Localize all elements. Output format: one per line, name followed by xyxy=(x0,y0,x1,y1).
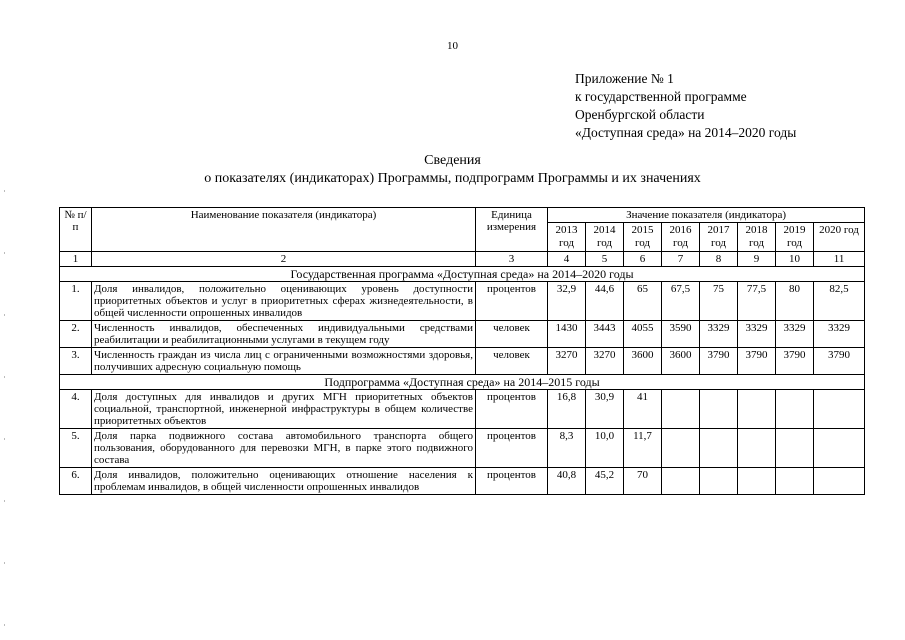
indicators-table xyxy=(59,207,865,495)
indicator-value xyxy=(700,468,738,495)
indicator-value xyxy=(700,390,738,429)
indicator-value: 3270 xyxy=(548,348,586,375)
column-number: 6 xyxy=(624,252,662,267)
table-row xyxy=(60,468,865,495)
indicator-value xyxy=(662,390,700,429)
table-row xyxy=(60,390,865,429)
column-number: 11 xyxy=(814,252,865,267)
indicator-value xyxy=(700,429,738,468)
indicator-value: 3329 xyxy=(738,321,776,348)
header-values: Значение показателя (индикатора) xyxy=(548,208,865,223)
indicator-value: 70 xyxy=(624,468,662,495)
indicator-value: 3443 xyxy=(586,321,624,348)
column-number: 4 xyxy=(548,252,586,267)
indicator-value: 3329 xyxy=(700,321,738,348)
indicator-value: 65 xyxy=(624,282,662,321)
header-unit: Единица измерения xyxy=(476,208,548,252)
indicator-value xyxy=(776,390,814,429)
indicator-value: 4055 xyxy=(624,321,662,348)
row-number: 4. xyxy=(60,390,92,429)
indicator-name: Доля инвалидов, положительно оценивающих отношение населения к проблемам инвалидов, в общей численности опрошенных инвалидов xyxy=(92,468,476,495)
indicator-value: 67,5 xyxy=(662,282,700,321)
indicator-value xyxy=(814,468,865,495)
header-year: 2019 год xyxy=(776,223,814,252)
header-year: 2014 год xyxy=(586,223,624,252)
unit: процентов xyxy=(476,429,548,468)
indicator-value: 3790 xyxy=(700,348,738,375)
indicator-value: 80 xyxy=(776,282,814,321)
indicator-value xyxy=(776,468,814,495)
header-year: 2016 год xyxy=(662,223,700,252)
indicator-value: 82,5 xyxy=(814,282,865,321)
indicator-name: Численность граждан из числа лиц с ограниченными возможностями здоровья, получивших адресную социальную помощь xyxy=(92,348,476,375)
header-year: 2015 год xyxy=(624,223,662,252)
appendix-line-1: Приложение № 1 xyxy=(575,71,674,86)
indicator-value: 45,2 xyxy=(586,468,624,495)
section-row xyxy=(60,267,865,282)
indicator-value: 32,9 xyxy=(548,282,586,321)
indicator-value xyxy=(662,429,700,468)
header-year: 2017 год xyxy=(700,223,738,252)
indicator-value: 3590 xyxy=(662,321,700,348)
appendix-line-4: «Доступная среда» на 2014–2020 годы xyxy=(575,125,797,140)
indicator-value: 44,6 xyxy=(586,282,624,321)
row-number: 6. xyxy=(60,468,92,495)
indicator-name: Доля инвалидов, положительно оценивающих уровень доступности приоритетных объектов и услуг в приоритетных сферах жизнедеятельности, в общей численности опрошенных инвалидов xyxy=(92,282,476,321)
table-row xyxy=(60,348,865,375)
appendix-line-3: Оренбургской области xyxy=(575,107,705,122)
section-title: Государственная программа «Доступная среда» на 2014–2020 годы xyxy=(60,267,865,282)
indicator-value: 1430 xyxy=(548,321,586,348)
unit: человек xyxy=(476,348,548,375)
heading-title: Сведения xyxy=(424,153,481,168)
table-row xyxy=(60,429,865,468)
row-number: 3. xyxy=(60,348,92,375)
column-number: 7 xyxy=(662,252,700,267)
indicator-value xyxy=(814,429,865,468)
indicator-value xyxy=(738,468,776,495)
indicator-value xyxy=(776,429,814,468)
page-number: 10 xyxy=(447,40,458,52)
indicator-value: 3790 xyxy=(776,348,814,375)
indicator-value: 11,7 xyxy=(624,429,662,468)
document-heading xyxy=(0,152,905,188)
indicator-value: 16,8 xyxy=(548,390,586,429)
indicator-value: 3600 xyxy=(624,348,662,375)
section-title: Подпрограмма «Доступная среда» на 2014–2015 годы xyxy=(60,375,865,390)
appendix-line-2: к государственной программе xyxy=(575,89,747,104)
indicator-value xyxy=(814,390,865,429)
header-row xyxy=(60,208,865,223)
unit: человек xyxy=(476,321,548,348)
header-name: Наименование показателя (индикатора) xyxy=(92,208,476,252)
row-number: 5. xyxy=(60,429,92,468)
indicator-value: 30,9 xyxy=(586,390,624,429)
table-row xyxy=(60,282,865,321)
indicator-value: 3790 xyxy=(738,348,776,375)
appendix-note xyxy=(575,70,796,142)
row-number: 2. xyxy=(60,321,92,348)
unit: процентов xyxy=(476,468,548,495)
indicator-name: Доля парка подвижного состава автомобильного транспорта общего пользования, оборудованного для перевозки МГН, в парке этого подвижного состава xyxy=(92,429,476,468)
indicator-value: 41 xyxy=(624,390,662,429)
section-row xyxy=(60,375,865,390)
indicator-value: 3329 xyxy=(776,321,814,348)
indicator-value: 77,5 xyxy=(738,282,776,321)
header-num: № п/п xyxy=(60,208,92,252)
header-year: 2013 год xyxy=(548,223,586,252)
indicator-value: 3600 xyxy=(662,348,700,375)
indicator-value xyxy=(738,390,776,429)
heading-subtitle: о показателях (индикаторах) Программы, подпрограмм Программы и их значениях xyxy=(204,171,701,186)
column-number: 5 xyxy=(586,252,624,267)
unit: процентов xyxy=(476,282,548,321)
indicator-value: 40,8 xyxy=(548,468,586,495)
column-number: 8 xyxy=(700,252,738,267)
indicator-value xyxy=(738,429,776,468)
header-year: 2020 год xyxy=(814,223,865,252)
column-number: 1 xyxy=(60,252,92,267)
indicator-value: 75 xyxy=(700,282,738,321)
indicator-name: Доля доступных для инвалидов и других МГН приоритетных объектов социальной, транспортной, инженерной инфраструктуры в общем количестве приоритетных объектов xyxy=(92,390,476,429)
indicator-value: 8,3 xyxy=(548,429,586,468)
column-number: 10 xyxy=(776,252,814,267)
indicator-value: 10,0 xyxy=(586,429,624,468)
indicator-value: 3329 xyxy=(814,321,865,348)
indicator-value xyxy=(662,468,700,495)
column-number: 3 xyxy=(476,252,548,267)
unit: процентов xyxy=(476,390,548,429)
indicator-value: 3790 xyxy=(814,348,865,375)
header-year: 2018 год xyxy=(738,223,776,252)
indicator-name: Численность инвалидов, обеспеченных индивидуальными средствами реабилитации и реабилитационными услугами в текущем году xyxy=(92,321,476,348)
indicator-value: 3270 xyxy=(586,348,624,375)
table-body xyxy=(60,267,865,495)
column-number: 9 xyxy=(738,252,776,267)
table-row xyxy=(60,321,865,348)
column-numbers-row xyxy=(60,252,865,267)
column-number: 2 xyxy=(92,252,476,267)
row-number: 1. xyxy=(60,282,92,321)
